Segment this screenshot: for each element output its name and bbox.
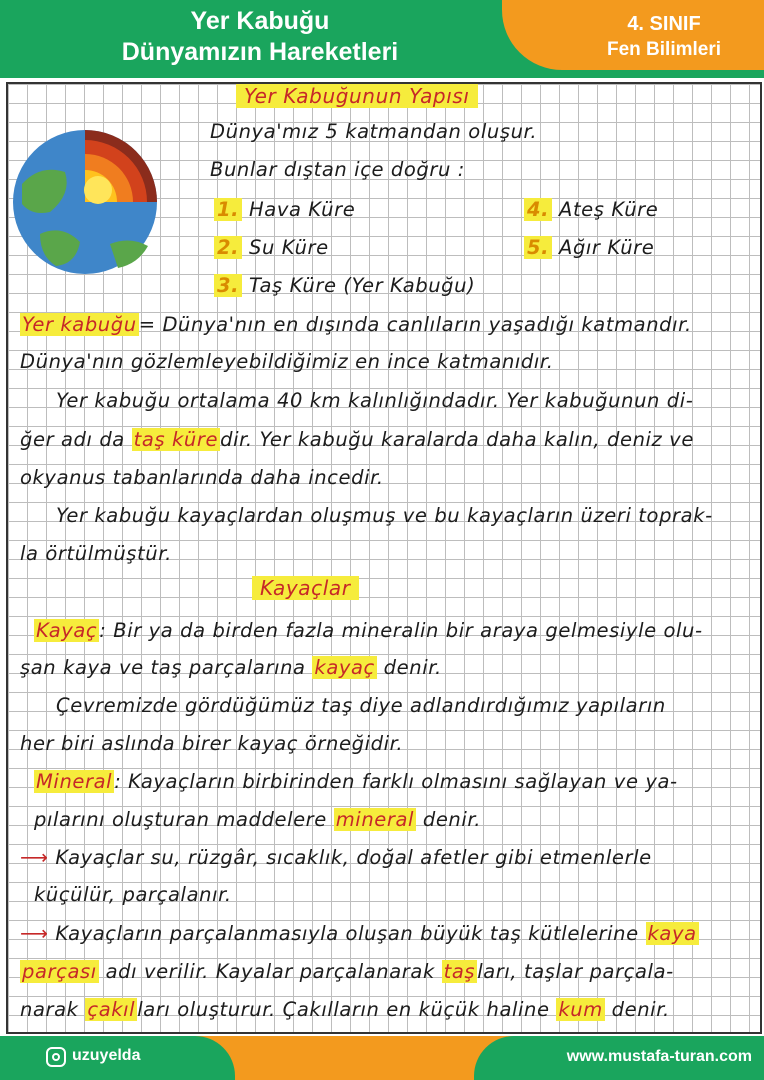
paragraph-line: Dünya'nın gözlemleyebildiğimiz en ince katmanıdır. [20, 350, 554, 373]
subject-label: Fen Bilimleri [606, 39, 722, 60]
paragraph-line: parçası adı verilir. Kayalar parçalanarak taş ları, taşlar parçala- [22, 960, 674, 983]
paragraph-line: narak çakıl ları oluşturur. Çakılların en küçük haline kum denir. [20, 998, 670, 1021]
section-heading-yer-kabugu: Yer Kabuğunun Yapısı [236, 84, 478, 108]
layer-item-3: 3. Taş Küre (Yer Kabuğu) [214, 274, 475, 297]
arrow-right-icon: ⟶ [20, 922, 49, 945]
mineral-definition: Mineral : Kayaçların birbirinden farklı olmasını sağlayan ve ya- [36, 770, 678, 793]
paragraph-line: okyanus tabanlarında daha incedir. [20, 466, 384, 489]
paragraph-line: Yer kabuğu kayaçlardan oluşmuş ve bu kayaçların üzeri toprak- [56, 504, 713, 527]
layer-item-1: 1. Hava Küre [214, 198, 355, 221]
earth-layers-illustration [10, 124, 160, 279]
footer-left [0, 1036, 235, 1080]
layer-item-4: 4. Ateş Küre [524, 198, 658, 221]
arrow-right-icon: ⟶ [20, 846, 49, 869]
title-line-2: Dünyamızın Hareketleri [121, 38, 399, 66]
paragraph-line: pılarını oluşturan maddelere mineral denir. [34, 808, 482, 831]
paragraph-line: la örtülmüştür. [20, 542, 172, 565]
paragraph-line: her biri aslında birer kayaç örneğidir. [20, 732, 404, 755]
instagram-handle[interactable]: uzuyelda [72, 1047, 141, 1064]
paragraph-line: Yer kabuğu ortalama 40 km kalınlığındadır. Yer kabuğunun di- [56, 389, 694, 412]
header-badge [502, 0, 764, 70]
layer-item-2: 2. Su Küre [214, 236, 329, 259]
yer-kabugu-definition: Yer kabuğu = Dünya'nın en dışında canlıların yaşadığı katmandır. [22, 313, 692, 336]
header-bar [0, 0, 764, 78]
intro-line-1: Dünya'mız 5 katmandan oluşur. [210, 120, 538, 143]
paragraph-line: şan kaya ve taş parçalarına kayaç denir. [20, 656, 442, 679]
grade-label: 4. SINIF [627, 13, 701, 35]
footer-right [474, 1036, 764, 1080]
arrow-note-1: ⟶ Kayaçlar su, rüzgâr, sıcaklık, doğal afetler gibi etmenlerle [20, 846, 652, 869]
paragraph-line: küçülür, parçalanır. [34, 883, 232, 906]
footer-bar [0, 1036, 764, 1080]
website-link[interactable]: www.mustafa-turan.com [566, 1048, 752, 1065]
section-heading-kayaclar: Kayaçlar [252, 576, 359, 600]
paragraph-line: ğer adı da taş küre dir. Yer kabuğu karalarda daha kalın, deniz ve [20, 428, 694, 451]
paragraph-line: Çevremizde gördüğümüz taş diye adlandırdığımız yapıların [56, 694, 666, 717]
layer-item-5: 5. Ağır Küre [524, 236, 654, 259]
title-line-1: Yer Kabuğu [190, 7, 330, 35]
arrow-note-2: ⟶ Kayaçların parçalanmasıyla oluşan büyük taş kütlelerine kaya [20, 922, 697, 945]
intro-line-2: Bunlar dıştan içe doğru : [210, 158, 465, 181]
page-title [0, 6, 520, 68]
instagram-icon [46, 1047, 66, 1067]
kayac-definition: Kayaç : Bir ya da birden fazla mineralin bir araya gelmesiyle olu- [36, 619, 703, 642]
